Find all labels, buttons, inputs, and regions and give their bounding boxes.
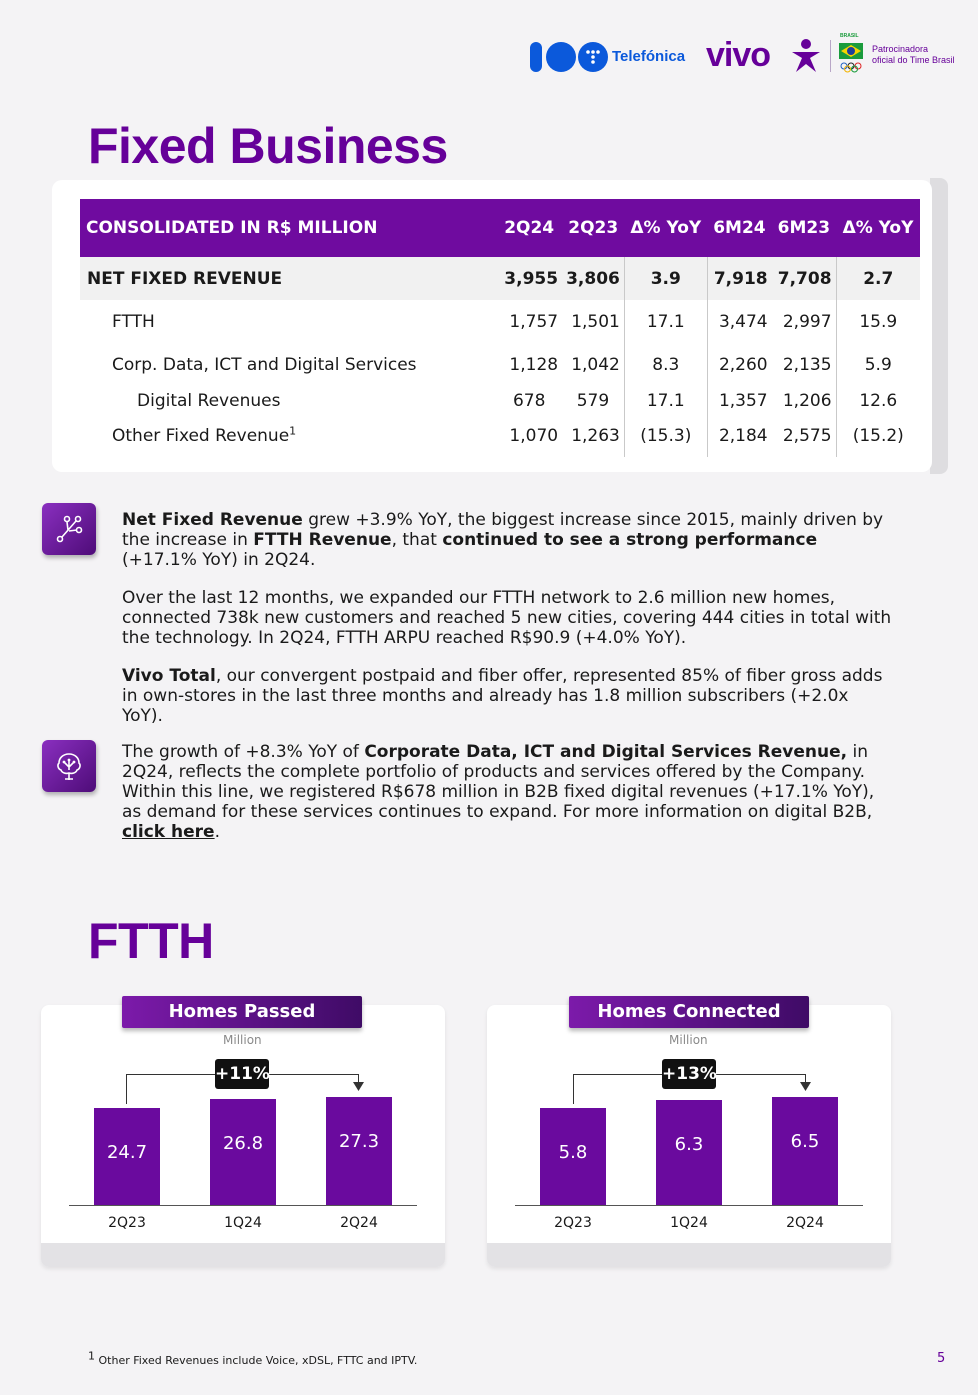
table-cell: (15.2) [852,426,904,446]
sponsor-text [872,44,955,66]
table-cell: (15.3) [624,415,707,457]
table-header: 2Q24 [496,199,562,257]
fixed-revenue-table [80,199,920,457]
table-cell: 2,135 [772,343,836,387]
bold-text: FTTH Revenue [253,530,392,550]
table-cell: 579 [562,387,624,415]
row-label: NET FIXED REVENUE [80,257,496,300]
row-label-text: Other Fixed Revenue [112,426,290,446]
growth-arrow-icon [800,1082,811,1091]
growth-badge: +11% [215,1059,269,1089]
table-header: 6M23 [772,199,836,257]
chart-axis [515,1205,863,1206]
telefonica-logo-bar-icon [530,42,542,72]
category-label: 2Q23 [554,1215,592,1231]
table-cell: 17.1 [624,300,707,343]
table-cell: 2,184 [718,426,768,446]
bold-text: Vivo Total [122,666,216,686]
bar-value-label: 5.8 [558,1142,588,1163]
header-logos [528,33,958,76]
table-cell: 1,263 [562,415,624,457]
table-cell: 7,708 [772,257,836,300]
brazil-olympic-flag-icon [838,38,864,74]
bar-value-label: 26.8 [222,1133,264,1154]
network-branch-icon [42,503,96,555]
page-number: 5 [937,1351,946,1366]
category-label: 2Q24 [786,1215,824,1231]
text-span: grew +3.9% YoY, the biggest increase since 2015, mainly driven by the increase in [122,510,884,550]
table-cell: 3.9 [624,257,707,300]
sponsor-line-1: Patrocinadora [872,44,929,54]
paragraph-vivo-total [122,666,892,726]
footnote-marker: 1 [289,424,297,438]
homes-connected-title: Homes Connected [569,996,809,1028]
table-cell: 1,206 [772,387,836,415]
table-header-row [80,199,920,257]
table-header: CONSOLIDATED IN R$ MILLION [80,199,496,257]
paragraph-ftth-network: Over the last 12 months, we expanded our FTTH network to 2.6 million new homes, connected 738k new customers and reached 5 new cities, covering 444 cities in total with the technology. In 2Q24, FTTH ARPU reached R$90.9 (+4.0% YoY). [122,588,892,648]
table-cell: 2,575 [772,415,836,457]
growth-bracket-left [573,1074,574,1104]
table-cell: 1,357 [718,391,768,411]
brazil-flag-label: BRASIL [840,33,859,39]
text-span: . [214,822,220,842]
logo-separator [830,40,831,72]
table-cell: 8.3 [624,343,707,387]
paragraph-corporate-data [122,742,892,842]
category-label: 1Q24 [224,1215,262,1231]
bar-value-label: 24.7 [106,1142,148,1163]
table-header: Δ% YoY [836,199,920,257]
table-cell: 1,042 [562,343,624,387]
category-label: 1Q24 [670,1215,708,1231]
table-header: Δ% YoY [624,199,707,257]
chart-axis [69,1205,417,1206]
telefonica-logo-circle-icon [546,42,576,72]
click-here-link[interactable]: click here [122,822,215,842]
table-cell: 1,757 [509,311,559,332]
table-header: 6M24 [707,199,771,257]
telefonica-dots-icon [585,49,601,65]
growth-arrow-icon [353,1082,364,1091]
card-footer [41,1243,445,1267]
footnote-text: Other Fixed Revenues include Voice, xDSL, FTTC and IPTV. [95,1354,418,1367]
text-span: (+17.1% YoY) in 2Q24. [122,550,316,570]
text-span: , that [391,530,443,550]
table-row [80,343,920,387]
table-cell: 17.1 [624,387,707,415]
bold-text: Net Fixed Revenue [122,510,303,530]
table-row [80,300,920,343]
chart-unit-label: Million [223,1033,262,1047]
card-footer [487,1243,891,1267]
digital-tree-icon [42,740,96,792]
table-header: 2Q23 [562,199,624,257]
row-label: Corp. Data, ICT and Digital Services [112,355,417,375]
table-cell: 678 [512,391,546,411]
table-row [80,415,920,457]
ftth-title: FTTH [88,913,214,969]
bar-value-label: 6.5 [790,1131,820,1152]
vivo-figure-icon [790,38,822,74]
text-span: , our convergent postpaid and fiber offer, represented 85% of fiber gross adds in own-stores in the last three months and already has 1.8 million subscribers (+2.0x YoY). [122,666,883,726]
paragraph-net-fixed-revenue [122,510,892,570]
table-cell: 12.6 [859,391,898,411]
bold-text: Corporate Data, ICT and Digital Services Revenue, [364,742,848,762]
table-cell: 2,997 [772,300,836,343]
growth-badge: +13% [662,1059,716,1089]
vivo-logo-text: vivo [706,36,771,74]
table-cell: 3,955 [496,257,562,300]
table-cell: 15.9 [859,311,898,332]
telefonica-name: Telefónica [612,48,686,65]
table-cell: 2.7 [836,257,920,300]
row-label [80,415,496,457]
footnote-number: 1 [88,1349,95,1363]
table-cell: 3,806 [562,257,624,300]
text-span: in 2Q24, reflects the complete portfolio of products and services offered by the Company. Within this line, we registered R$678 million in B2B fixed digital revenues (+17.1% YoY), as demand for these services continues to expand. For more information on digital B2B, [122,742,875,822]
category-label: 2Q24 [340,1215,378,1231]
growth-bracket-left [126,1074,127,1104]
table-scrollbar[interactable] [930,178,948,474]
footnote [88,1349,418,1367]
fixed-business-title: Fixed Business [88,118,448,174]
text-span: The growth of +8.3% YoY of [122,742,365,762]
table-cell: 5.9 [864,355,892,375]
sponsor-line-2: oficial do Time Brasil [872,55,955,65]
table-cell: 2,260 [718,355,768,375]
row-label: FTTH [112,311,155,332]
chart-unit-label: Million [669,1033,708,1047]
bar-value-label: 27.3 [338,1131,380,1152]
bar-value-label: 6.3 [674,1134,704,1155]
table-row [80,257,920,300]
table-cell: 3,474 [718,311,768,332]
row-label: Digital Revenues [137,391,281,411]
table-cell: 1,501 [562,300,624,343]
bold-text: continued to see a strong performance [442,530,818,550]
table-cell: 1,070 [509,426,559,446]
table-cell: 1,128 [509,355,559,375]
table-cell: 7,918 [707,257,771,300]
table-row [80,387,920,415]
category-label: 2Q23 [108,1215,146,1231]
homes-passed-title: Homes Passed [122,996,362,1028]
